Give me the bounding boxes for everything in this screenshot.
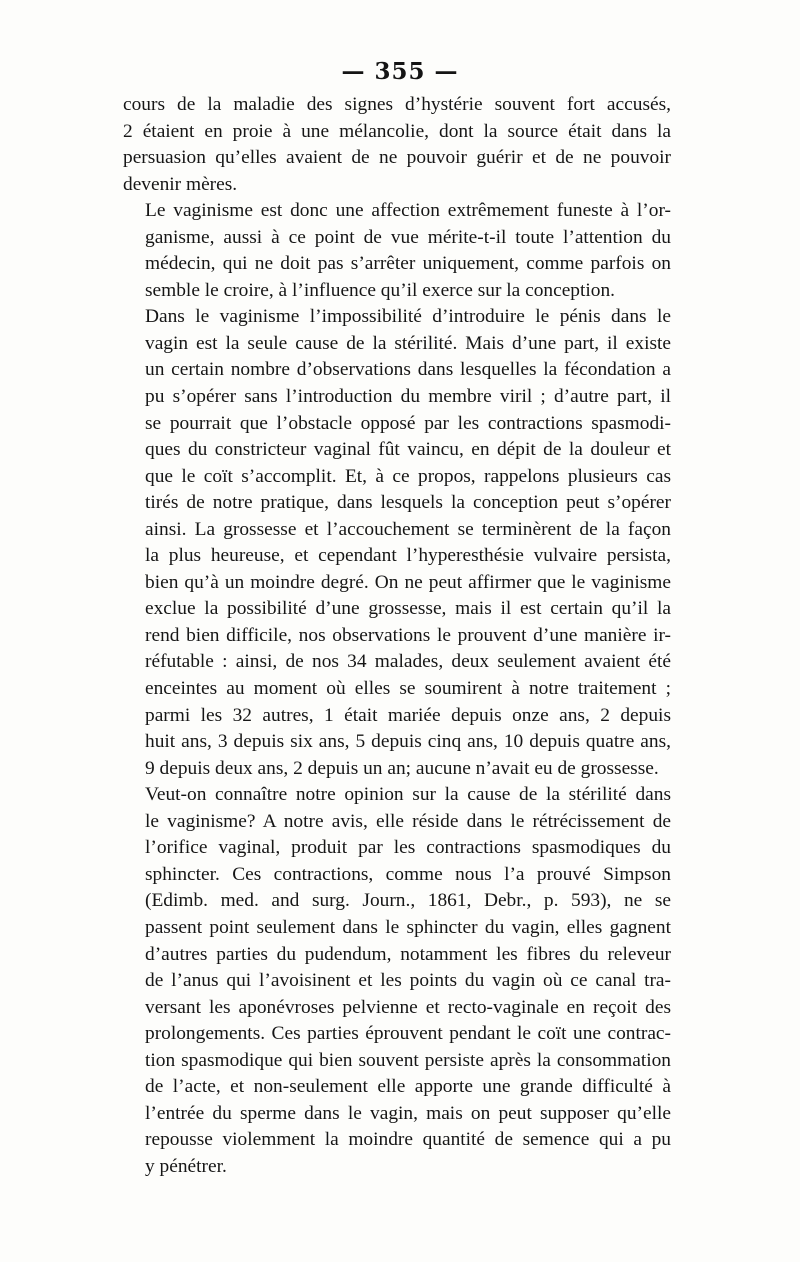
text-line: devenir mères. xyxy=(123,173,238,195)
text-line: tirés de notre pratique, dans lesquels la conception peut s’opérer xyxy=(145,492,671,514)
text-line: semble le croire, à l’influence qu’il exerce sur la conception. xyxy=(145,279,616,301)
text-line: cours de la maladie des signes d’hystérie souvent fort accusés, xyxy=(123,94,671,115)
text-line: prolongements. Ces parties éprouvent pendant le coït une contrac- xyxy=(145,1023,671,1045)
text-line: un certain nombre d’observations dans lesquelles la fécondation a xyxy=(145,359,671,381)
paragraph-2 xyxy=(123,198,671,304)
paragraph-4 xyxy=(123,782,671,1180)
text-line: médecin, qui ne doit pas s’arrêter uniquement, comme parfois on xyxy=(145,253,671,275)
text-line: de l’acte, et non-seulement elle apporte une grande difficulté à xyxy=(145,1076,671,1098)
text-line: bien qu’à un moindre degré. On ne peut affirmer que le vaginisme xyxy=(145,571,671,593)
text-line: ques du constricteur vaginal fût vaincu, en dépit de la douleur et xyxy=(145,439,671,461)
text-line: la plus heureuse, et cependant l’hyperesthésie vulvaire persista, xyxy=(145,545,671,567)
text-line: exclue la possibilité d’une grossesse, mais il est certain qu’il la xyxy=(145,598,671,620)
text-line: repousse violemment la moindre quantité de semence qui a pu xyxy=(145,1129,671,1151)
text-line: ainsi. La grossesse et l’accouchement se terminèrent de la façon xyxy=(145,518,671,540)
text-line: l’orifice vaginal, produit par les contractions spasmodiques du xyxy=(145,837,671,859)
page-number: — 355 — xyxy=(341,58,459,85)
text-line: (Edimb. med. and surg. Journ., 1861, Debr., p. 593), ne se xyxy=(145,890,671,912)
text-line: huit ans, 3 depuis six ans, 5 depuis cinq ans, 10 depuis quatre ans, xyxy=(145,731,671,753)
text-line: rend bien difficile, nos observations le prouvent d’une manière ir- xyxy=(145,624,671,646)
text-line: parmi les 32 autres, 1 était mariée depuis onze ans, 2 depuis xyxy=(145,704,671,726)
text-line: Veut-on connaître notre opinion sur la cause de la stérilité dans xyxy=(145,784,671,806)
text-line: versant les aponévroses pelvienne et recto-vaginale en reçoit des xyxy=(145,996,671,1018)
text-line: tion spasmodique qui bien souvent persiste après la consommation xyxy=(145,1049,671,1071)
text-line: se pourrait que l’obstacle opposé par les contractions spasmodi- xyxy=(145,412,671,434)
text-line: Le vaginisme est donc une affection extrêmement funeste à l’or- xyxy=(145,200,671,222)
text-line: réfutable : ainsi, de nos 34 malades, deux seulement avaient été xyxy=(145,651,671,673)
text-line: 9 depuis deux ans, 2 depuis un an; aucune n’avait eu de grossesse. xyxy=(145,757,659,779)
text-line: passent point seulement dans le sphincter du vagin, elles gagnent xyxy=(145,916,671,938)
paragraph-1 xyxy=(123,92,671,198)
text-line: l’entrée du sperme dans le vagin, mais on peut supposer qu’elle xyxy=(145,1102,671,1124)
text-line: ganisme, aussi à ce point de vue mérite-t-il toute l’attention du xyxy=(145,226,671,248)
text-line: 2 étaient en proie à une mélancolie, dont la source était dans la xyxy=(123,120,671,142)
text-line: sphincter. Ces contractions, comme nous l’a prouvé Simpson xyxy=(145,863,671,885)
text-line: le vaginisme? A notre avis, elle réside dans le rétrécissement de xyxy=(145,810,671,832)
text-line: vagin est la seule cause de la stérilité. Mais d’une part, il existe xyxy=(145,332,671,354)
text-line: d’autres parties du pudendum, notamment les fibres du releveur xyxy=(145,943,671,965)
paragraph-3 xyxy=(123,304,671,782)
text-line: Dans le vaginisme l’impossibilité d’introduire le pénis dans le xyxy=(145,306,671,328)
text-line: persuasion qu’elles avaient de ne pouvoir guérir et de ne pouvoir xyxy=(123,147,671,169)
text-line: pu s’opérer sans l’introduction du membre viril ; d’autre part, il xyxy=(145,386,671,408)
text-line: de l’anus qui l’avoisinent et les points du vagin où ce canal tra- xyxy=(145,970,671,992)
text-line: que le coït s’accomplit. Et, à ce propos, rappelons plusieurs cas xyxy=(145,465,671,487)
body-text xyxy=(123,92,671,1180)
text-line: enceintes au moment où elles se soumirent à notre traitement ; xyxy=(145,678,671,700)
text-line: y pénétrer. xyxy=(145,1155,227,1177)
